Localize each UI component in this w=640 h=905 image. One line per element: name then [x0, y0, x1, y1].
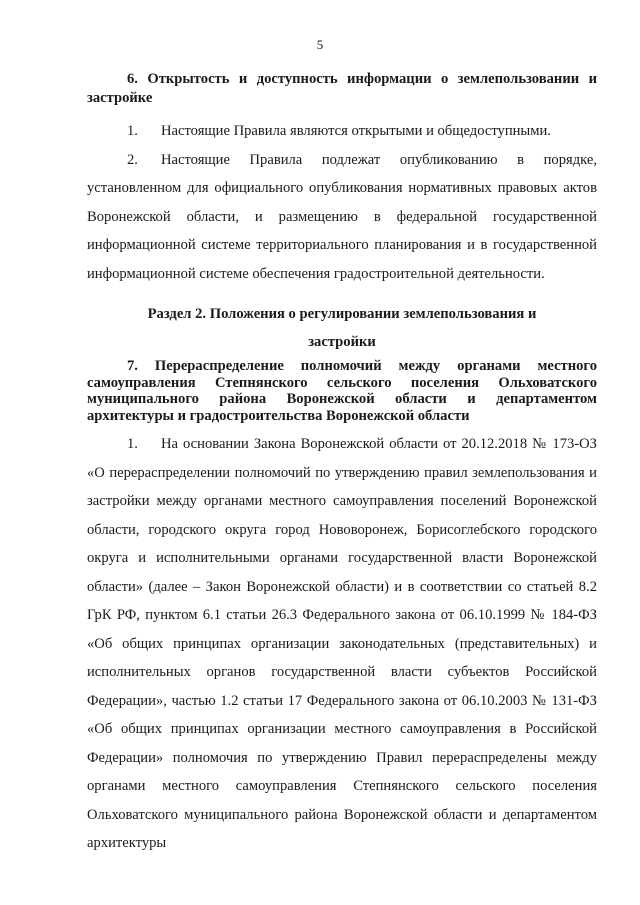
item-text: Настоящие Правила являются открытыми и общедоступными.: [161, 123, 551, 139]
page-number: 5: [316, 37, 324, 52]
section-6-heading: 6. Открытость и доступность информации о землепользовании и застройке: [87, 71, 597, 106]
part-2-title: [87, 300, 597, 356]
page-content: [87, 68, 597, 858]
item-number: 1.: [127, 123, 138, 139]
item-number: 2.: [127, 151, 138, 168]
part-2-title-line-1: Раздел 2. Положения о регулировании землепользования и: [147, 306, 537, 322]
item-number: 1.: [127, 436, 138, 452]
section-6-item-1: [87, 117, 597, 146]
section-6-item-2: [87, 146, 597, 289]
item-text: На основании Закона Воронежской области от 20.12.2018 № 173-ОЗ «О перераспределении полномочий по утверждению правил землепользования и застройки между органами местного самоуправления поселений Воронежской области, городского округа город Нововоронеж, Борисоглебского городского округа и исполнительными органами государственной власти Воронежской области» (далее – Закон Воронежской области) и в соответствии со статьей 8.2 ГрК РФ, пунктом 6.1 статьи 26.3 Федерального закона от 06.10.1999 № 184-ФЗ «Об общих принципах организации законодательных (представительных) и исполнительных органов государственной власти субъектов Российской Федерации», частью 1.2 статьи 17 Федерального закона от 06.10.2003 № 131-ФЗ «Об общих принципах организации местного самоуправления в Российской Федерации» полномочия по утверждению Правил перераспределены между органами местного самоуправления Степнянского сельского поселения Ольховатского муниципального района Воронежской области и департаментом архитектуры: [87, 436, 597, 851]
item-text: Настоящие Правила подлежат опубликованию в порядке, установленном для официального опубликования нормативных правовых актов Воронежской области, и размещению в федеральной государственной информационной системе территориального планирования и в государственной информационной системе обеспечения градостроительной деятельности.: [87, 151, 597, 282]
part-2-title-line-2: застройки: [308, 334, 376, 350]
section-7-heading: 7. Перераспределение полномочий между органами местного самоуправления Степнянского сельского поселения Ольховатского муниципального района Воронежской области и департаментом архитектуры и градостроительства Воронежской области: [87, 358, 597, 424]
section-7-item-1: [87, 430, 597, 858]
